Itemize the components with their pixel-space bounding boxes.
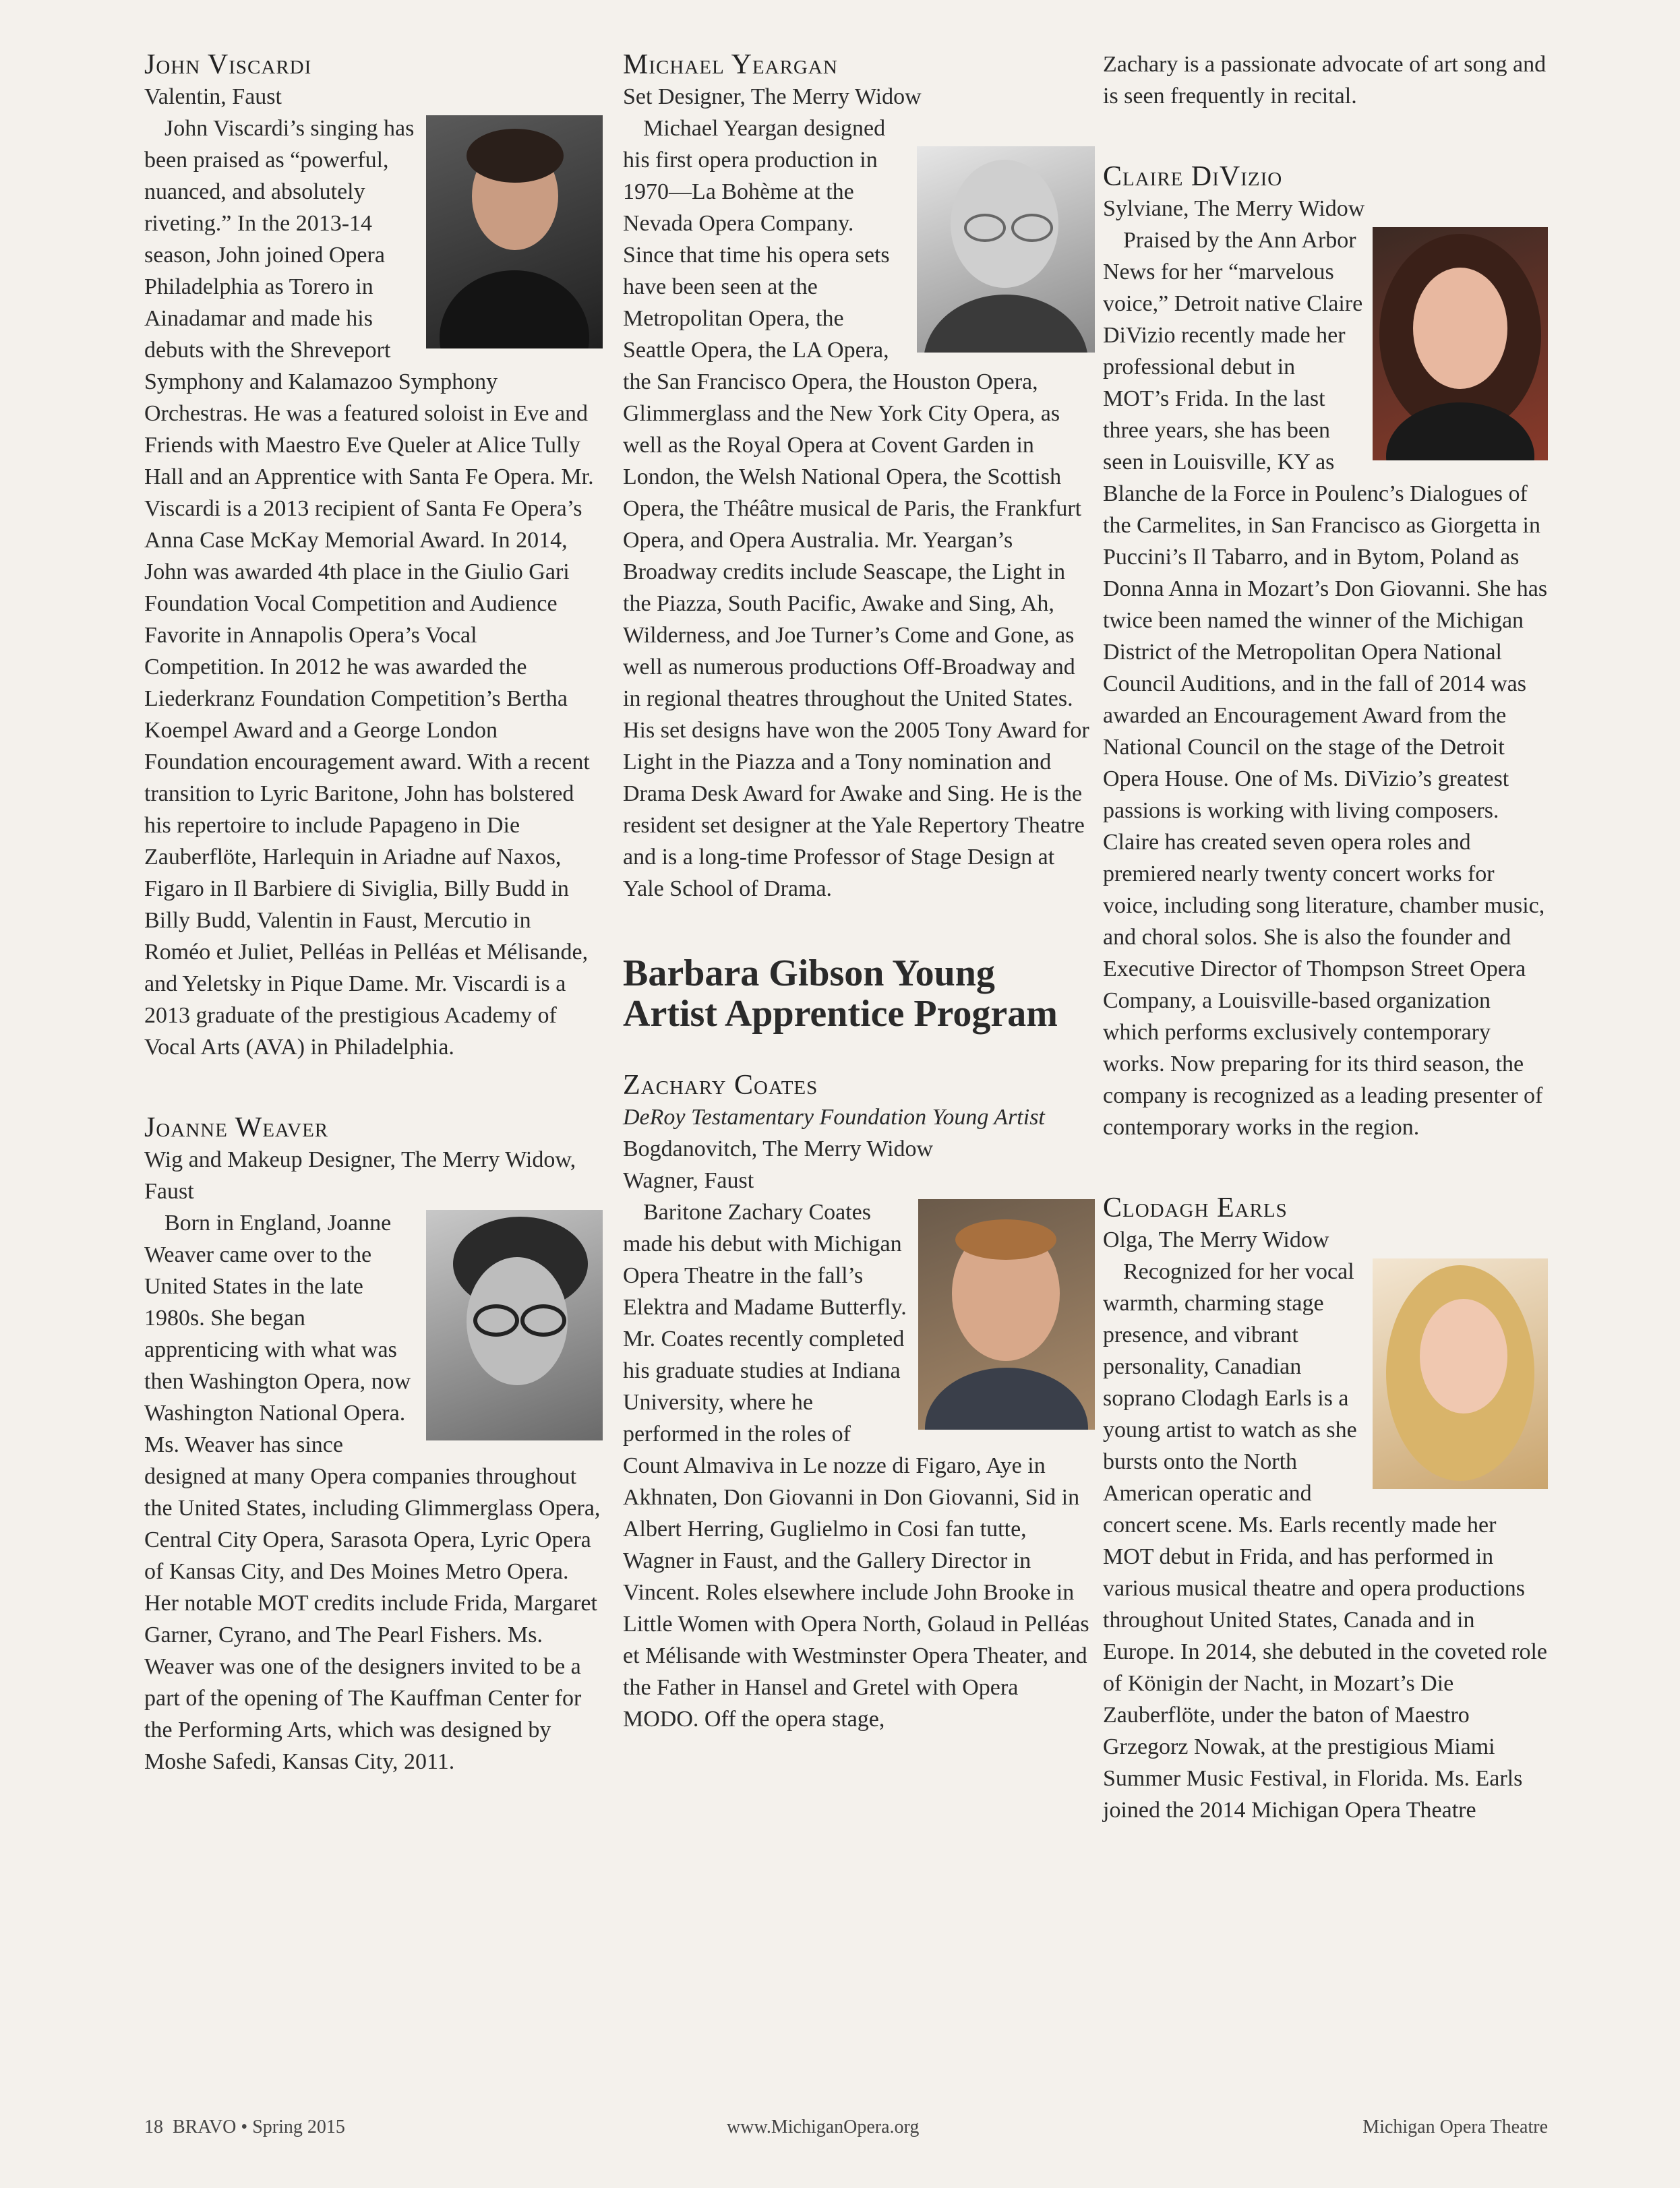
- footer-publisher: Michigan Opera Theatre: [1362, 2117, 1548, 2137]
- bio-role: Valentin, Faust: [144, 84, 282, 109]
- footer-website: www.MichiganOpera.org: [727, 2117, 920, 2137]
- bio-joanne-weaver: [144, 1112, 603, 1777]
- bio-claire-divizio: [1103, 160, 1548, 1143]
- bio-text: John Viscardi’s singing has been praised as “powerful, nuanced, and absolutely riveting.” In the 2013-14 season, John joined Opera Philadelphia as Torero in Ainadamar and made his debuts with the Shreveport Symphony and Kalamazoo Symphony Orchestras. He was a featured soloist in Eve and Friends with Maestro Eve Queler at Alice Tully Hall and an Apprentice with Santa Fe Opera. Mr. Viscardi is a 2013 recipient of Santa Fe Opera’s Anna Case McKay Memorial Award. In 2014, John was awarded 4th place in the Giulio Gari Foundation Vocal Competition and Audience Favorite in Annapolis Opera’s Vocal Competition. In 2012 he was awarded the Liederkranz Foundation Competition’s Bertha Koempel Award and a George London Foundation encouragement award. With a recent transition to Lyric Baritone, John has bolstered his repertoire to include Papageno in Die Zauberflöte, Harlequin in Ariadne auf Naxos, Figaro in Il Barbiere di Siviglia, Billy Budd in Billy Budd, Valentin in Faust, Mercutio in Roméo et Juliet, Pelléas in Pelléas et Mélisande, and Yeletsky in Pique Dame. Mr. Viscardi is a 2013 graduate of the prestigious Academy of Vocal Arts (AVA) in Philadelphia.: [144, 116, 594, 1060]
- bio-role: Set Designer, The Merry Widow: [623, 84, 922, 109]
- column-3: [1103, 49, 1548, 1875]
- bio-michael-yeargan: [623, 49, 1095, 905]
- footer-page-info: 18 BRAVO • Spring 2015: [144, 2117, 345, 2137]
- bio-text: Baritone Zachary Coates made his debut with Michigan Opera Theatre in the fall’s Elektra and Madame Butterfly. Mr. Coates recently completed his graduate studies at Indiana University, where he performed in the roles of Count Almaviva in Le nozze di Figaro, Aye in Akhnaten, Don Giovanni in Don Giovanni, Sid in Albert Herring, Guglielmo in Cosi fan tutte, Wagner in Faust, and the Gallery Director in Vincent. Roles elsewhere include John Brooke in Little Women with Opera North, Golaud in Pelléas et Mélisande with Westminster Opera Theater, and the Father in Hansel and Gretel with Opera MODO. Off the opera stage,: [623, 1200, 1089, 1732]
- bio-text: Michael Yeargan designed his first opera production in 1970—La Bohème at the Nevada Opera Company. Since that time his opera sets have been seen at the Metropolitan Opera, the Seattle Opera, the LA Opera, the San Francisco Opera, the Houston Opera, Glimmerglass and the New York City Opera, as well as the Royal Opera at Covent Garden in London, the Welsh National Opera, the Scottish Opera, the Théâtre musical de Paris, the Frankfurt Opera, and Opera Australia. Mr. Yeargan’s Broadway credits include Seascape, the Light in the Piazza, South Pacific, Awake and Sing, Ah, Wilderness, and Joe Turner’s Come and Gone, as well as numerous productions Off-Broadway and in regional theatres throughout the United States. His set designs have won the 2005 Tony Award for Light in the Piazza and a Tony nomination and Drama Desk Award for Awake and Sing. He is the resident set designer at the Yale Repertory Theatre and is a long-time Professor of Stage Design at Yale School of Drama.: [623, 116, 1089, 901]
- bio-name: Zachary Coates: [623, 1070, 818, 1101]
- headshot-photo: [918, 1199, 1095, 1430]
- program-title: Barbara Gibson Young Artist Apprentice Program: [623, 952, 1058, 1035]
- bio-text: Praised by the Ann Arbor News for her “marvelous voice,” Detroit native Claire DiVizio recently made her professional debut in MOT’s Frida. In the last three years, she has been seen in Louisville, KY as Blanche de la Force in Poulenc’s Dialogues of the Carmelites, in San Francisco as Giorgetta in Puccini’s Il Tabarro, and in Bytom, Poland as Donna Anna in Mozart’s Don Giovanni. She has twice been named the winner of the Michigan District of the Metropolitan Opera National Council Auditions, and in the fall of 2014 was awarded an Encouragement Award from the National Council on the stage of the Detroit Opera House. One of Ms. DiVizio’s greatest passions is working with living composers. Claire has created seven opera roles and premiered nearly twenty concert works for voice, including song literature, chamber music, and choral solos. She is also the founder and Executive Director of Thompson Street Opera Company, a Louisville-based organization which performs exclusively contemporary works. Now preparing for its third season, the company is recognized as a leading presenter of contemporary works in the region.: [1103, 228, 1548, 1140]
- bio-text: Recognized for her vocal warmth, charming stage presence, and vibrant personality, Canadian soprano Clodagh Earls is a young artist to watch as she bursts onto the North American operatic and concert scene. Ms. Earls recently made her MOT debut in Frida, and has performed in various musical theatre and opera productions throughout United States, Canada and in Europe. In 2014, she debuted in the coveted role of Königin der Nacht, in Mozart’s Die Zauberflöte, under the baton of Maestro Grzegorz Nowak, at the prestigious Miami Summer Music Festival, in Florida. Ms. Earls joined the 2014 Michigan Opera Theatre: [1103, 1259, 1548, 1823]
- bio-name: Clodagh Earls: [1103, 1192, 1288, 1223]
- bio-john-viscardi: [144, 49, 603, 1063]
- bio-clodagh-earls: [1103, 1192, 1548, 1826]
- headshot-photo: [1373, 227, 1548, 460]
- bio-text: Born in England, Joanne Weaver came over to the United States in the late 1980s. She began apprenticing with what was then Washington Opera, now Washington National Opera. Ms. Weaver has since designed at many Opera companies throughout the United States, including Glimmerglass Opera, Central City Opera, Sarasota Opera, Lyric Opera of Kansas City, and Des Moines Metro Opera. Her notable MOT credits include Frida, Margaret Garner, Cyrano, and The Pearl Fishers. Ms. Weaver was one of the designers invited to be a part of the opening of The Kauffman Center for the Performing Arts, which was designed by Moshe Safedi, Kansas City, 2011.: [144, 1211, 601, 1774]
- bio-name: Michael Yeargan: [623, 49, 838, 80]
- bio-role: Wig and Makeup Designer, The Merry Widow, Faust: [144, 1147, 576, 1204]
- headshot-photo: [426, 115, 603, 348]
- bio-name: Claire DiVizio: [1103, 161, 1283, 192]
- bio-sponsor: DeRoy Testamentary Foundation Young Artist: [623, 1105, 1045, 1130]
- bio-name: Joanne Weaver: [144, 1112, 329, 1143]
- bio-role: Bogdanovitch, The Merry Widow: [623, 1136, 934, 1161]
- headshot-photo: [426, 1210, 603, 1440]
- headshot-photo: [917, 146, 1095, 353]
- headshot-photo: [1373, 1258, 1548, 1489]
- bio-role: Wagner, Faust: [623, 1168, 754, 1193]
- bio-name: John Viscardi: [144, 49, 312, 80]
- column-1: [144, 49, 603, 1826]
- bio-zachary-coates-continued: [1103, 49, 1548, 112]
- bio-text-continued: Zachary is a passionate advocate of art song and is seen frequently in recital.: [1103, 52, 1547, 109]
- bio-role: Sylviane, The Merry Widow: [1103, 196, 1365, 221]
- bio-role: Olga, The Merry Widow: [1103, 1227, 1329, 1252]
- column-2: [623, 49, 1095, 1784]
- bio-zachary-coates: [623, 1069, 1095, 1735]
